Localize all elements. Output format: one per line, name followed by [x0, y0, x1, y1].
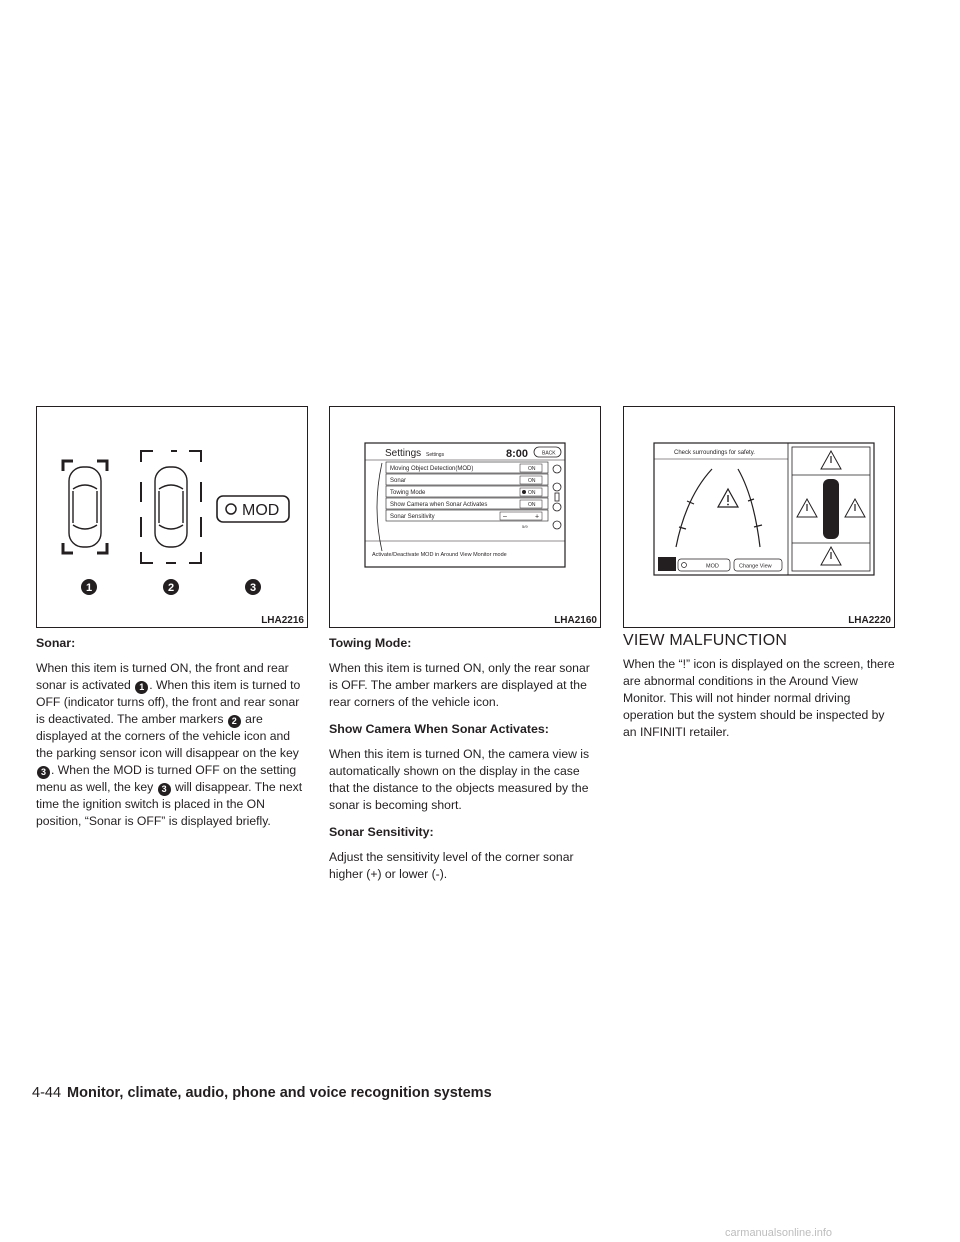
settings-row[interactable]: [386, 510, 548, 521]
vehicle-icon: [823, 479, 839, 539]
settings-row[interactable]: [386, 462, 548, 473]
svg-text:+: +: [535, 513, 540, 521]
page-number: 4-44: [32, 1085, 62, 1101]
callout-2: [163, 579, 179, 595]
paragraph-towing-mode: When this item is turned ON, only the rear sonar is OFF. The amber markers are displayed at the rear corners of the vehicle icon.: [329, 661, 590, 709]
back-label: BACK: [542, 450, 556, 457]
watermark: carmanualsonline.info: [725, 1227, 833, 1239]
settings-title: Settings: [385, 448, 422, 459]
guide-lines: [676, 469, 762, 547]
safety-banner: Check surroundings for safety.: [674, 450, 755, 456]
svg-text:1: 1: [85, 582, 93, 594]
svg-text:Moving Object Detection(MOD): Moving Object Detection(MOD): [390, 466, 474, 472]
callout-3: 3: [37, 766, 50, 779]
scroll-buttons[interactable]: [553, 465, 561, 529]
svg-text:3: 3: [249, 582, 257, 594]
callout-1: [81, 579, 97, 595]
section-title: Monitor, climate, audio, phone and voice recognition systems: [67, 1085, 492, 1101]
callout-1: 1: [135, 681, 148, 694]
mod-key-label: MOD: [242, 502, 280, 519]
car-icon: [69, 467, 101, 547]
car-icon: [155, 467, 187, 547]
figure-settings-screen: [329, 406, 601, 628]
callout-3: 3: [158, 783, 171, 796]
settings-row[interactable]: [386, 474, 548, 485]
settings-subtitle: Settings: [426, 452, 445, 458]
heading-view-malfunction: VIEW MALFUNCTION: [623, 632, 788, 649]
svg-text:Show Camera when Sonar Activat: Show Camera when Sonar Activates: [390, 502, 488, 508]
heading-sonar: Sonar:: [36, 636, 76, 650]
heading-sonar-sensitivity: Sonar Sensitivity:: [329, 825, 434, 839]
paragraph-view-malfunction: When the “!” icon is displayed on the screen, there are abnormal conditions in the Around View Monitor. This will not hinder normal driving operation but the system should be inspected by an INFINITI retailer.: [623, 657, 895, 739]
figure-sonar-markers: [36, 406, 308, 628]
settings-row[interactable]: [386, 486, 548, 497]
around-view-screen: [624, 407, 894, 627]
settings-screen: [330, 407, 600, 627]
mod-button[interactable]: [678, 559, 730, 571]
camera-icon: [658, 557, 676, 571]
figure-code: LHA2160: [554, 615, 597, 626]
svg-text:Sonar Sensitivity: Sonar Sensitivity: [390, 514, 435, 520]
callout-2: 2: [228, 715, 241, 728]
svg-text:ON: ON: [528, 478, 536, 484]
callout-3: [245, 579, 261, 595]
svg-text:Towing Mode: Towing Mode: [390, 490, 426, 496]
heading-show-camera: Show Camera When Sonar Activates:: [329, 722, 549, 736]
column-view-malfunction: [623, 632, 895, 751]
svg-text:Change View: Change View: [739, 563, 772, 570]
paragraph-sonar-sensitivity: Adjust the sensitivity level of the corner sonar higher (+) or lower (-).: [329, 850, 574, 881]
figure-code: LHA2216: [261, 615, 304, 626]
svg-text:2: 2: [167, 582, 175, 594]
svg-text:MOD: MOD: [706, 563, 719, 570]
figure-around-view: [623, 406, 895, 628]
warning-triangle-icon: [718, 489, 738, 507]
svg-text:ON: ON: [528, 466, 536, 472]
svg-text:ON: ON: [528, 490, 536, 496]
svg-text:Sonar: Sonar: [390, 478, 407, 484]
sonar-guide-lines: [141, 451, 201, 563]
settings-footer: Activate/Deactivate MOD in Around View Monitor mode: [372, 552, 507, 558]
svg-text:ON: ON: [528, 502, 536, 508]
sonar-diagram: [37, 407, 307, 627]
svg-text:–: –: [503, 513, 507, 521]
settings-row[interactable]: [386, 498, 548, 509]
page-indicator: 5/9: [522, 524, 528, 529]
paragraph-show-camera: When this item is turned ON, the camera view is automatically shown on the display in the case that the distance to the objects measured by the sonar is becoming short.: [329, 747, 590, 812]
paragraph-sonar: When this item is turned ON, the front and rear sonar is activated 1 . When this item is turned to OFF (indicator turns off), the front and rear sonar is deactivated. The amber markers 2 are displayed at the corners of the vehicle icon and the parking sensor icon will disappear on the key 3 . When the MOD is turned OFF on the setting menu as well, the key 3 will disappear. The next time the ignition switch is placed in the ON position, “Sonar is OFF” is displayed briefly.: [36, 661, 303, 828]
column-towing: [329, 635, 601, 893]
heading-towing-mode: Towing Mode:: [329, 636, 412, 650]
clock: 8:00: [506, 448, 529, 460]
column-sonar: [36, 635, 308, 840]
figure-code: LHA2220: [848, 615, 891, 626]
page-footer: [32, 1085, 492, 1101]
